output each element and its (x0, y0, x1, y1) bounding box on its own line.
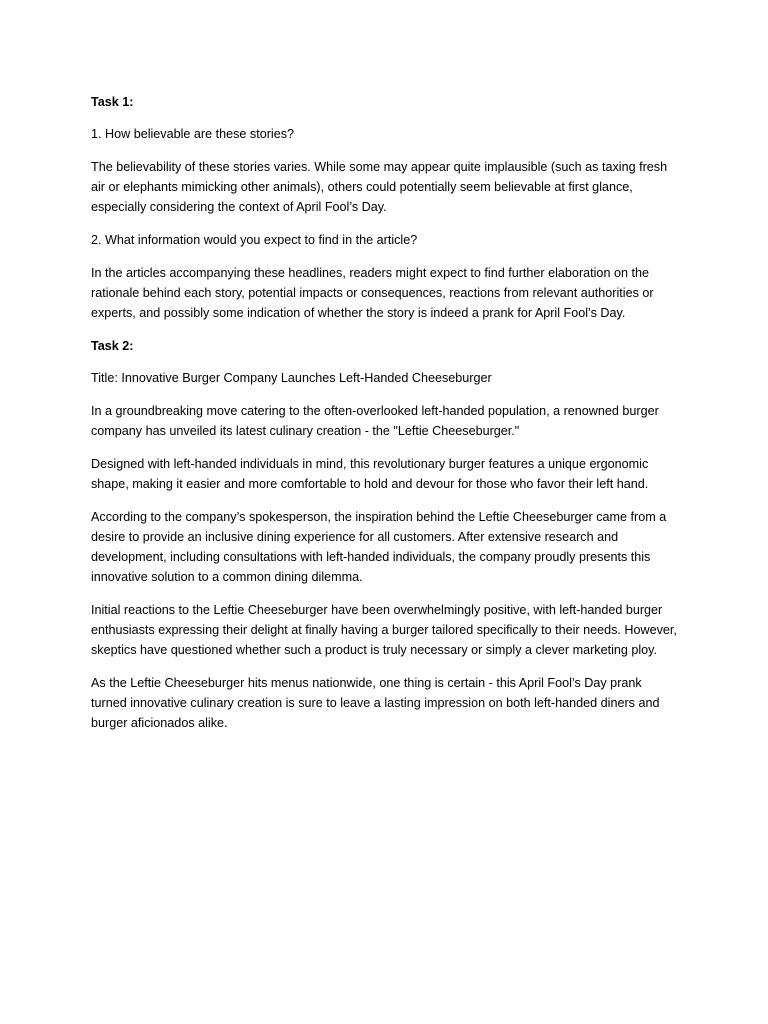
article-paragraph: In a groundbreaking move catering to the often-overlooked left-handed population, a renowned burger company has unveiled its latest culinary creation - the "Leftie Cheeseburger." (91, 403, 659, 438)
task1-heading: Task 1: (91, 95, 134, 109)
task1-question-2: 2. What information would you expect to find in the article? (91, 233, 418, 248)
task2-section (91, 336, 678, 734)
article-paragraph: According to the company’s spokesperson, the inspiration behind the Leftie Cheeseburger came from a desire to provide an inclusive dining experience for all customers. After extensive research and development, including consultations with left-handed individuals, the company proudly presents this innovative solution to a common dining dilemma. (91, 509, 667, 585)
task2-heading: Task 2: (91, 338, 134, 353)
task1-question-1: 1. How believable are these stories? (91, 127, 295, 142)
article-title: Title: Innovative Burger Company Launches Left-Handed Cheeseburger (91, 371, 492, 386)
article-paragraph: As the Leftie Cheeseburger hits menus nationwide, one thing is certain - this April Fool’s Day prank turned innovative culinary creation is sure to leave a lasting impression on both left-handed diners and burger aficionados alike. (91, 675, 660, 731)
task1-answer-2: In the articles accompanying these headlines, readers might expect to find further elaboration on the rationale behind each story, potential impacts or consequences, reactions from relevant authorities or experts, and possibly some indication of whether the story is indeed a prank for April Fool’s Day. (91, 265, 654, 321)
article-paragraph: Initial reactions to the Leftie Cheeseburger have been overwhelmingly positive, with left-handed burger enthusiasts expressing their delight at finally having a burger tailored specifically to their needs. However, skeptics have questioned whether such a product is truly necessary or simply a clever marketing ploy. (91, 602, 677, 658)
task1-section (91, 92, 678, 323)
article-paragraph: Designed with left-handed individuals in mind, this revolutionary burger features a unique ergonomic shape, making it easier and more comfortable to hold and devour for those who favor their left hand. (91, 456, 649, 491)
task1-answer-1: The believability of these stories varies. While some may appear quite implausible (such as taxing fresh air or elephants mimicking other animals), others could potentially seem believable at first glance, especially considering the context of April Fool’s Day. (91, 159, 668, 215)
